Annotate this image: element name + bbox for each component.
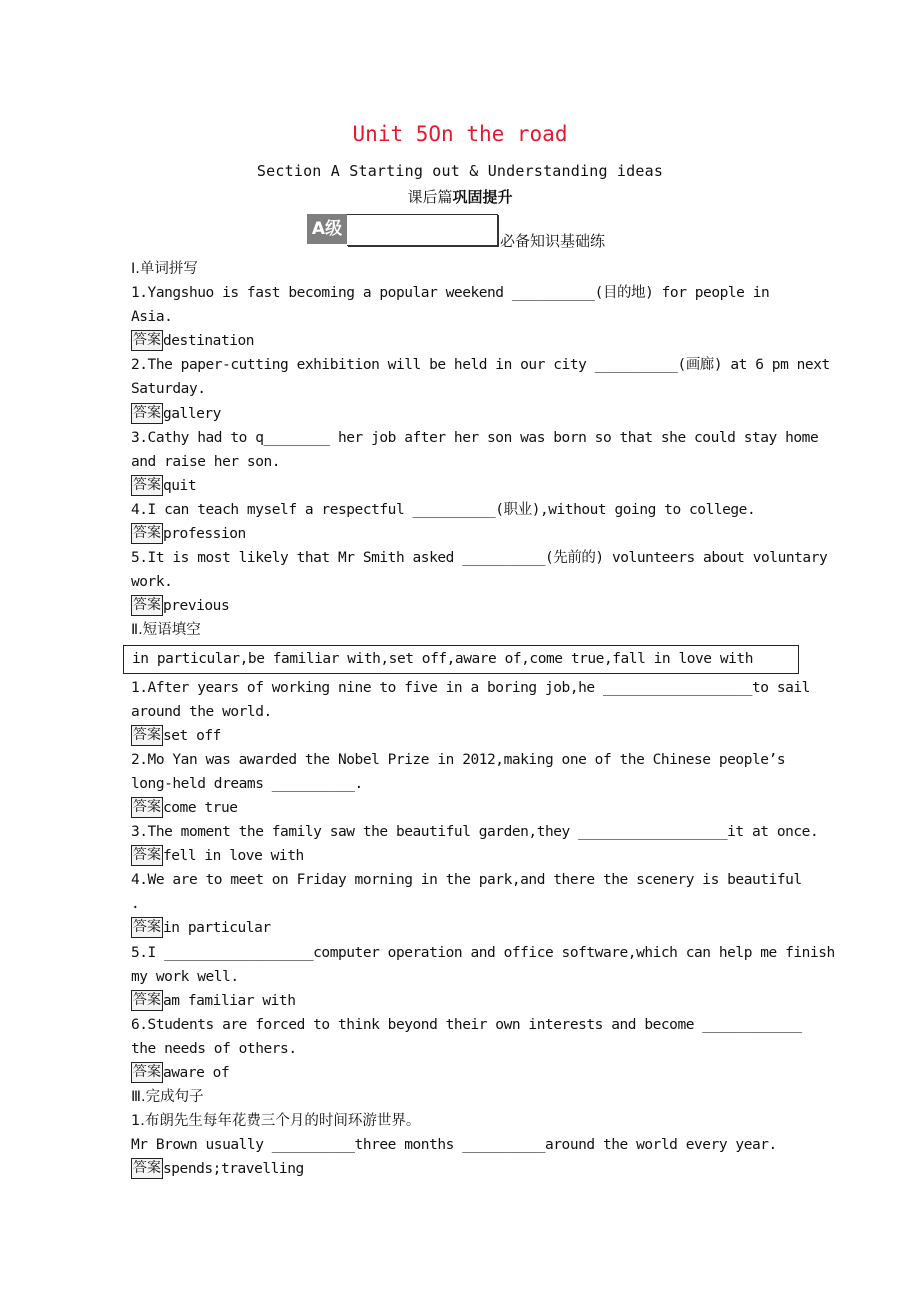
question-line: around the world. xyxy=(131,703,272,720)
answer-tag: 答案 xyxy=(131,990,163,1011)
answer-text: spends;travelling xyxy=(163,1161,304,1178)
section-heading: Ⅱ.短语填空 xyxy=(131,622,201,639)
answer-line xyxy=(131,474,831,498)
answer-text: set off xyxy=(163,727,221,744)
question-line: 3.Cathy had to q________ her job after her son was born so that she could stay home xyxy=(131,429,819,446)
answer-text: aware of xyxy=(163,1065,230,1081)
answer-line xyxy=(131,1157,831,1181)
question-line: long-held dreams __________. xyxy=(131,775,363,792)
answer-tag: 答案 xyxy=(131,725,163,746)
question-line: and raise her son. xyxy=(131,453,281,470)
answer-tag: 答案 xyxy=(131,403,163,424)
page-title: Unit 5On the road xyxy=(352,122,568,146)
answer-tag: 答案 xyxy=(131,797,163,818)
answer-line xyxy=(131,724,831,748)
question-line: Asia. xyxy=(131,309,173,326)
answer-tag: 答案 xyxy=(131,845,163,866)
question-line: Mr Brown usually __________three months __________around the world every year. xyxy=(131,1137,777,1154)
answer-text: profession xyxy=(163,526,246,543)
exercise-content xyxy=(131,257,835,1181)
question-line: . xyxy=(131,896,140,913)
answer-line xyxy=(131,329,831,353)
question-line: work. xyxy=(131,574,173,591)
section-heading: Ⅲ.完成句子 xyxy=(131,1089,204,1106)
practice-subtitle-bold: 巩固提升 xyxy=(452,188,513,206)
answer-text: fell in love with xyxy=(163,848,304,865)
question-line: 4.We are to meet on Friday morning in the park,and there the scenery is beautiful xyxy=(131,872,802,889)
section-heading: Ⅰ.单词拼写 xyxy=(131,261,198,277)
question-line: 1.After years of working nine to five in a boring job,he __________________to sail xyxy=(131,679,810,696)
question-line: the needs of others. xyxy=(131,1040,297,1057)
practice-subtitle xyxy=(0,186,920,207)
question-line: 2.Mo Yan was awarded the Nobel Prize in 2012,making one of the Chinese people’s xyxy=(131,751,786,768)
question-line: 5.I __________________computer operation and office software,which can help me finish xyxy=(131,944,835,961)
question-line: 6.Students are forced to think beyond their own interests and become ____________ xyxy=(131,1016,802,1033)
question-line: Saturday. xyxy=(131,381,206,398)
level-badge: A级 xyxy=(307,214,347,244)
question-line: 5.It is most likely that Mr Smith asked __________(先前的) volunteers about voluntary xyxy=(131,550,828,567)
answer-line xyxy=(131,1061,831,1085)
answer-text: quit xyxy=(163,477,197,494)
level-label: 必备知识基础练 xyxy=(500,232,606,250)
answer-text: am familiar with xyxy=(163,992,296,1009)
answer-line xyxy=(131,402,831,426)
question-line: 2.The paper-cutting exhibition will be held in our city __________(画廊) at 6 pm next xyxy=(131,357,830,374)
answer-text: destination xyxy=(163,333,255,350)
question-chinese: 1.布朗先生每年花费三个月的时间环游世界。 xyxy=(131,1113,421,1130)
answer-text: come true xyxy=(163,799,238,816)
answer-line xyxy=(131,916,831,940)
answer-tag: 答案 xyxy=(131,917,163,938)
answer-tag: 答案 xyxy=(131,330,163,351)
answer-text: gallery xyxy=(163,405,221,422)
section-subtitle: Section A Starting out & Understanding ideas xyxy=(256,162,664,180)
answer-text: previous xyxy=(163,598,230,615)
level-box xyxy=(347,214,498,246)
question-line: 4.I can teach myself a respectful __________(职业),without going to college. xyxy=(131,501,756,518)
question-line: my work well. xyxy=(131,968,239,985)
answer-text: in particular xyxy=(163,920,271,937)
answer-tag: 答案 xyxy=(131,595,163,616)
question-line: 3.The moment the family saw the beautiful garden,they __________________it at once. xyxy=(131,824,819,841)
answer-line xyxy=(131,796,831,820)
answer-tag: 答案 xyxy=(131,523,163,544)
practice-subtitle-prefix: 课后篇 xyxy=(407,188,453,206)
answer-line xyxy=(131,594,831,618)
question-line: 1.Yangshuo is fast becoming a popular weekend __________(目的地) for people in xyxy=(131,285,770,302)
answer-tag: 答案 xyxy=(131,1158,163,1179)
answer-line xyxy=(131,989,831,1013)
answer-line xyxy=(131,844,831,868)
answer-tag: 答案 xyxy=(131,475,163,496)
answer-tag: 答案 xyxy=(131,1062,163,1083)
phrase-bank: in particular,be familiar with,set off,aware of,come true,fall in love with xyxy=(123,645,799,674)
answer-line xyxy=(131,522,831,546)
